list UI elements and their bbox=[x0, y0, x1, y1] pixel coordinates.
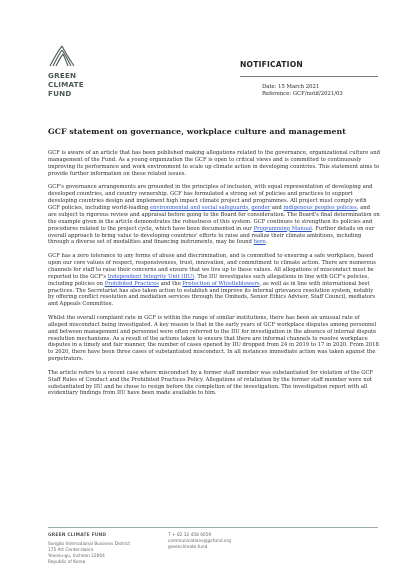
logo-line-climate: CLIMATE bbox=[48, 80, 84, 89]
text-span: . Further details on our overall approach to bring value to developing countries' efforts to raise and realize their climate ambitions, including through a diverse set of modalities and financing instruments, may be found bbox=[48, 225, 375, 246]
link-independent-integrity-unit[interactable]: Independent Integrity Unit (IIU) bbox=[107, 273, 195, 280]
link-protection-of-whistleblowers[interactable]: Protection of Whistleblowers bbox=[182, 280, 260, 287]
page-title: GCF statement on governance, workplace culture and management bbox=[48, 127, 346, 136]
text-span: GCF's governance arrangements are grounded in the principles of inclusion, with equal representation of developing and developed countries, and country ownership. GCF has formulated a strong set of policies and practices to support developing countries design and implement high impact climate project and programmes. All project must comply with GCF policies, including world-leading bbox=[48, 184, 373, 211]
link-gender[interactable]: gender bbox=[251, 204, 271, 211]
text-span: and bbox=[270, 204, 284, 211]
gcf-logo-wordmark bbox=[48, 71, 84, 98]
paragraph-intro: GCF is aware of an article that has been published making allegations related to the governance, organizational culture and management of the Fund. As a young organization the GCF is open to critical views and is committed to continuously improving its performance and work environment to scale up climate action in developing countries. This statement aims to provide further information on these related issues. bbox=[48, 150, 380, 177]
link-programming-manual[interactable]: Programming Manual bbox=[253, 225, 312, 232]
footer-address bbox=[48, 542, 130, 566]
link-prohibited-practices[interactable]: Prohibited Practices bbox=[104, 280, 159, 287]
paragraph-governance bbox=[48, 184, 380, 246]
logo-line-fund: FUND bbox=[48, 89, 72, 98]
link-indigenous-peoples-policies[interactable]: indigenous peoples policies bbox=[283, 204, 357, 211]
footer-website[interactable]: greenclimate.fund bbox=[168, 545, 208, 550]
footer-address-line: Republic of Korea bbox=[48, 560, 86, 565]
footer-contact bbox=[168, 533, 231, 551]
footer-address-line: 175 Art Center-daero bbox=[48, 548, 94, 553]
text-span: and the bbox=[158, 280, 183, 287]
text-span: , and are subject to rigorous review and appraisal before going to the Board for consideration. The Board's final determination on the example given in the article demonstrates the robustness of this system. GCF continues to strengthen its policies and procedures related to the project cycle, which have been documented in our bbox=[48, 204, 380, 232]
document-reference: Reference: GCF/notif/2021/03 bbox=[262, 91, 343, 97]
notification-label: NOTIFICATION bbox=[240, 60, 303, 69]
paragraph-zero-tolerance bbox=[48, 253, 380, 308]
paragraph-complaint-rate: Whilst the overall complaint rate in GCF is within the range of similar institutions, there has been an unusual rate of alleged misconduct being investigated. A key reason is that in the early years of GCF workplace disputes among personnel and between management and personnel were often referred to the IIU for investigation in the absence of internal dispute resolution mechanisms. As a result of the actions taken to ensure that there are informal channels to resolve workplace disputes in a timely and fair manner, the number of cases opened by IIU dropped from 24 in 2019 to 17 in 2020. From 2018 to 2020, there have been three cases of substantiated misconduct. In all instances immediate action was taken against the perpetrators. bbox=[48, 314, 379, 363]
footer-email[interactable]: communications@gcfund.org bbox=[168, 539, 231, 544]
text-span: , bbox=[248, 204, 252, 211]
document-meta bbox=[262, 84, 343, 98]
logo-line-green: GREEN bbox=[48, 71, 77, 80]
link-environmental-social-safeguards[interactable]: environmental and social safeguards bbox=[150, 204, 249, 211]
footer-divider bbox=[48, 527, 378, 528]
statement-body bbox=[48, 150, 380, 404]
gcf-logo-mark-icon bbox=[48, 44, 76, 68]
paragraph-recent-case: The article refers to a recent case where misconduct by a former staff member was substantiated for violation of the GCF Staff Rules of Conduct and the Prohibited Practices Policy. Allegations of retaliation by the former staff member were not substantiated by IIU and he chose to resign before the completion of the investigation. The investigation report with all evidentiary findings from IIU have been made available to him. bbox=[48, 369, 374, 397]
footer-address-line: Yeonsu-gu, Incheon 22004 bbox=[48, 554, 105, 559]
text-span: . bbox=[265, 239, 268, 246]
document-date: Date: 15 March 2021 bbox=[262, 84, 320, 90]
text-span: , as well as in line with international best practices. The Secretariat has also taken action to establish and improve its internal grievance resolution system, notably by offering conflict resolution and mediation services through the Ombuds, Senior Ethics Advisor, Staff Council, mediators and Appeals Committee. bbox=[48, 280, 376, 308]
text-span: GCF has a zero tolerance to any forms of abuse and discrimination, and is committed to ensuring a safe workplace, based upon our core values of respect, responsiveness, trust, innovation, and commitment to climate action. There are numerous channels for staff to raise their concerns and ensure that we live up to these values. All allegations of misconduct must be reported to the GCF's bbox=[48, 252, 376, 280]
text-span: . The IIU investigates such allegations in line with GCF's policies, including policies on bbox=[48, 273, 370, 287]
footer-phone: T + 82 32 458 6059 bbox=[168, 533, 212, 538]
header-divider bbox=[240, 76, 378, 77]
link-here[interactable]: here bbox=[253, 239, 266, 246]
footer-address-line: Songdo International Business District bbox=[48, 542, 131, 547]
gcf-logo bbox=[48, 44, 118, 104]
footer-org-name: GREEN CLIMATE FUND bbox=[48, 533, 107, 538]
